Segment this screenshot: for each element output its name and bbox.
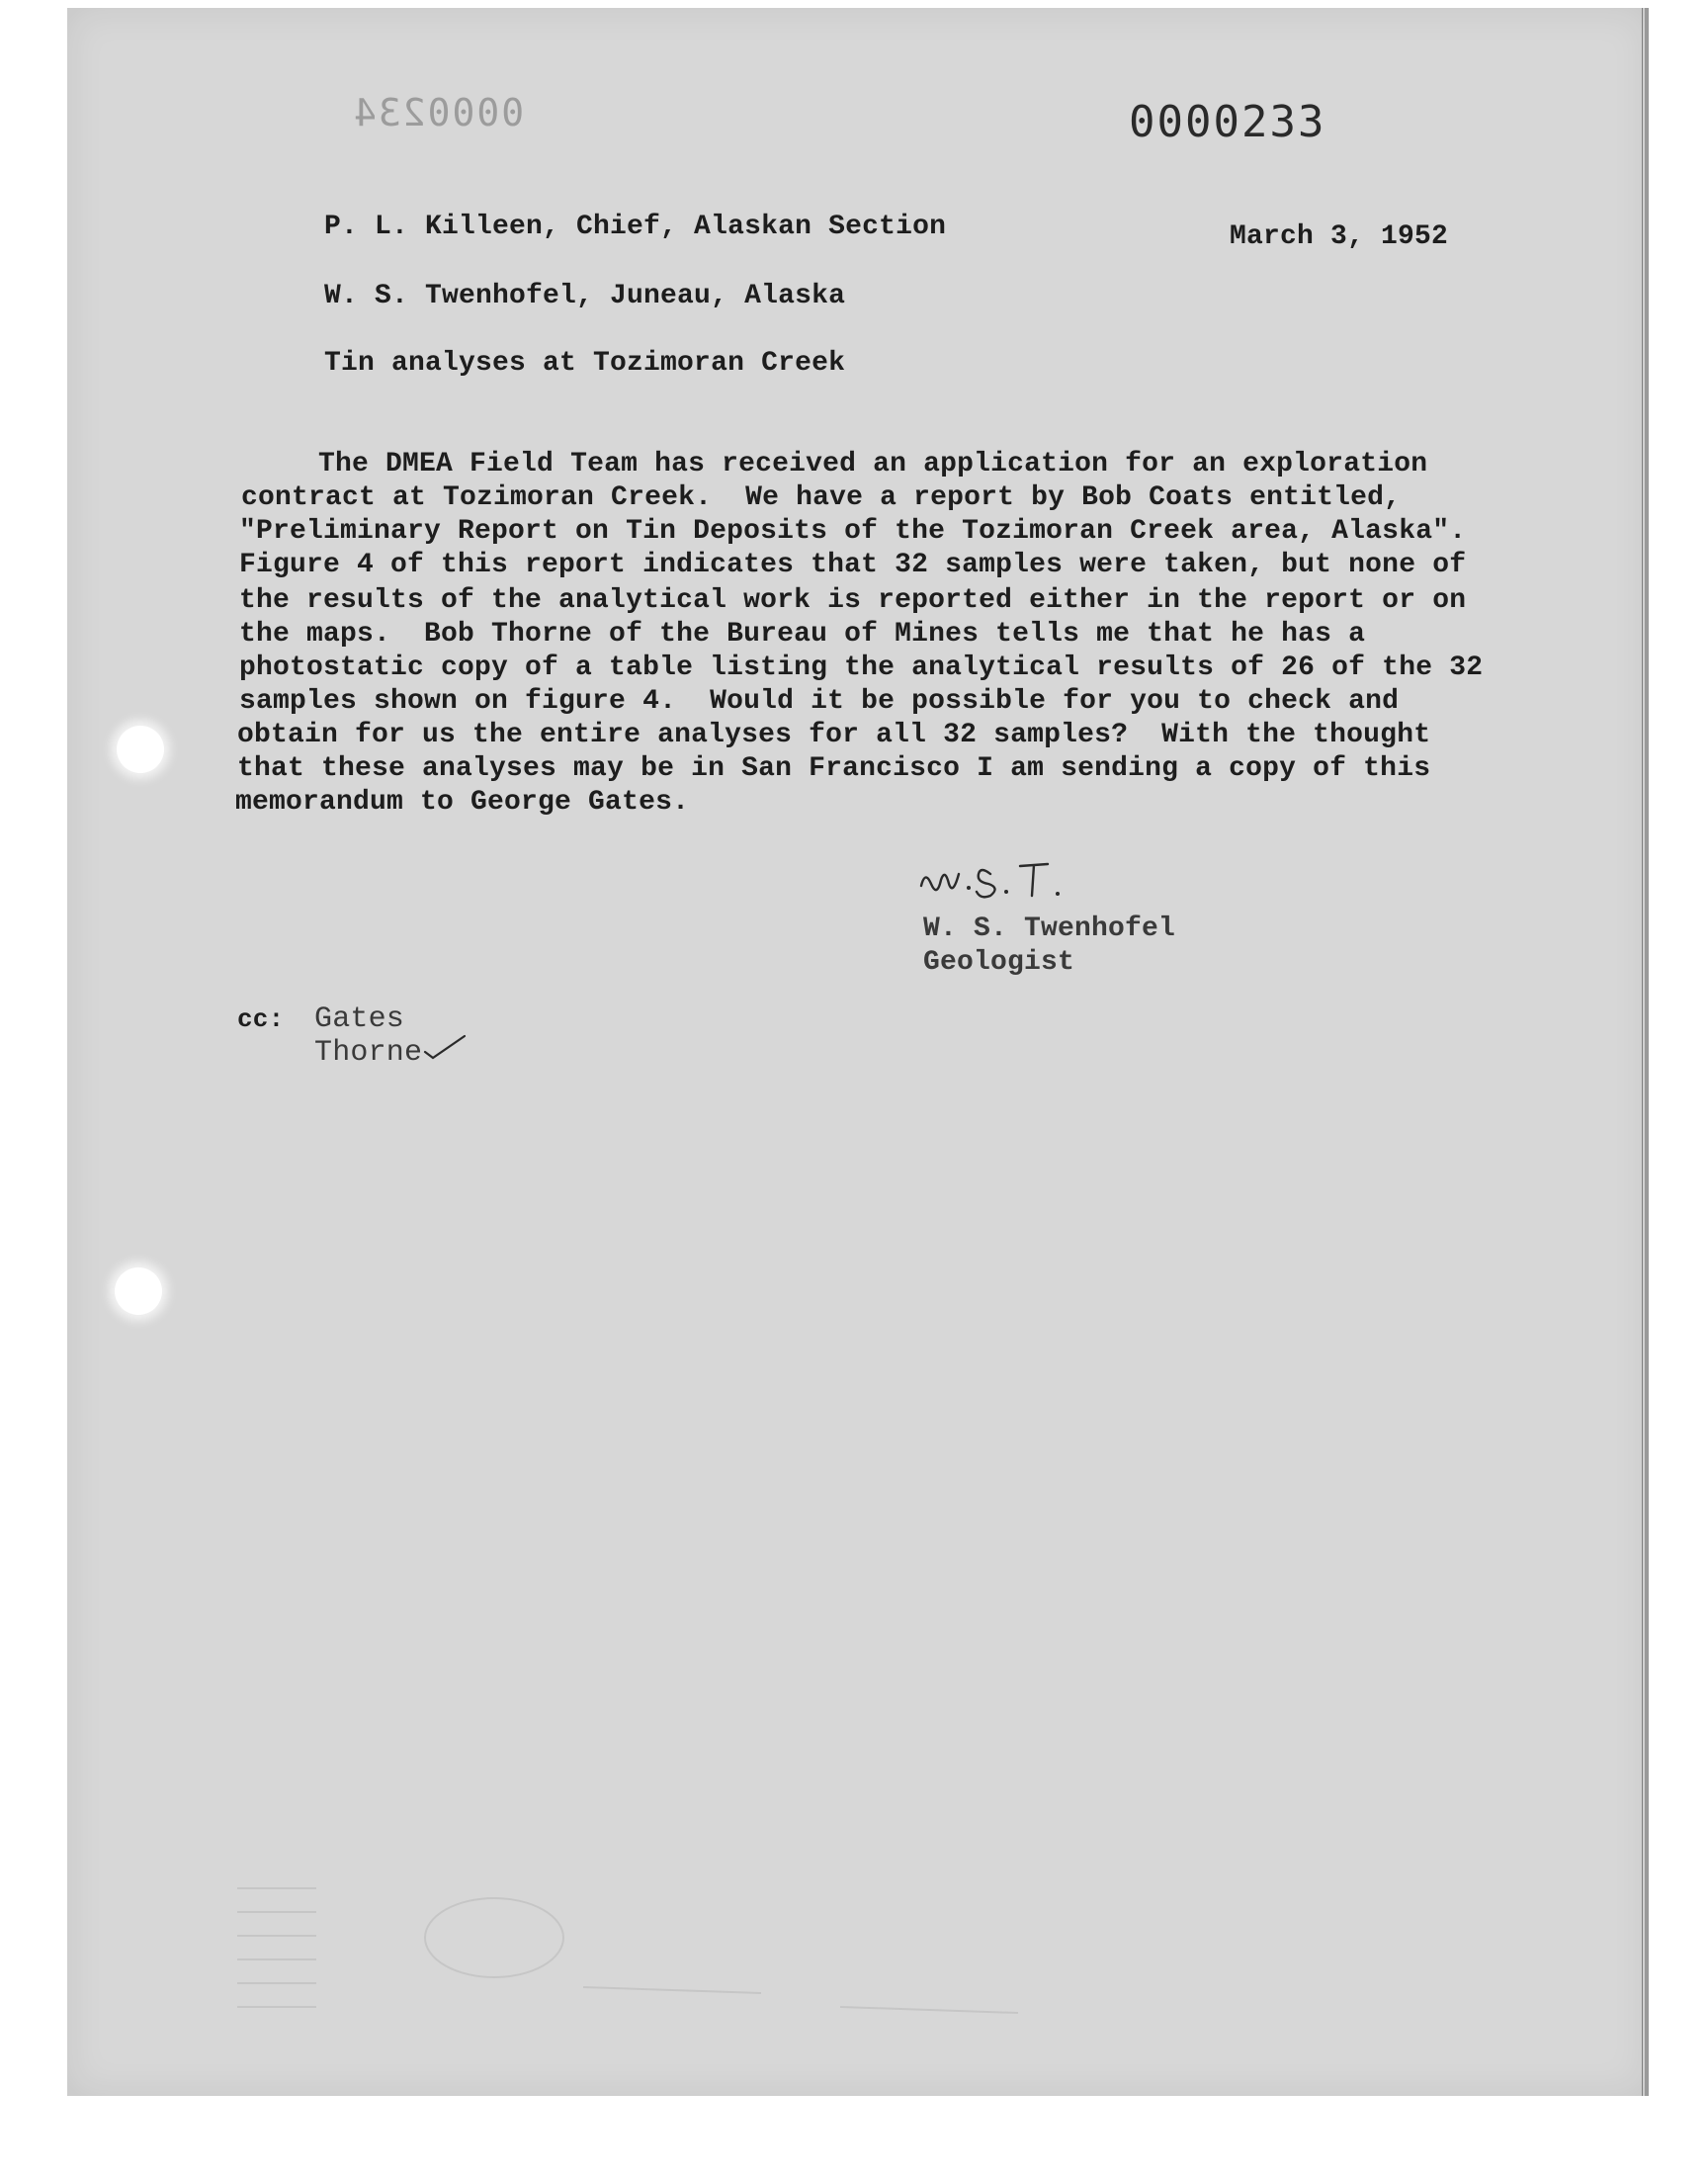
faint-stamp-number: 0000234 [352, 91, 525, 134]
cc-label: cc: [237, 1004, 285, 1034]
punch-hole-top [117, 726, 164, 773]
handwritten-initials-signature [917, 844, 1154, 904]
cc-recipient: Gates [314, 1002, 405, 1036]
punch-hole-bottom [115, 1267, 162, 1315]
cc-recipient: Thorne [314, 1036, 423, 1070]
page-edge-shadow [1645, 8, 1649, 2096]
faint-bleed-through-marks [227, 1869, 1038, 2037]
memo-from: W. S. Twenhofel, Juneau, Alaska [324, 281, 846, 311]
document-page [67, 8, 1649, 2096]
body-line: Figure 4 of this report indicates that 32 samples were taken, but none of [239, 550, 1467, 580]
body-line: the results of the analytical work is reported either in the report or on [239, 585, 1467, 616]
document-number-stamp: 0000233 [1129, 97, 1326, 147]
memo-date: March 3, 1952 [1230, 221, 1449, 252]
check-mark-icon [423, 1032, 467, 1062]
body-line: photostatic copy of a table listing the analytical results of 26 of the 32 [239, 652, 1484, 683]
memo-to: P. L. Killeen, Chief, Alaskan Section [324, 212, 947, 242]
body-line: that these analyses may be in San Francisco I am sending a copy of this [237, 753, 1431, 784]
body-line: contract at Tozimoran Creek. We have a report by Bob Coats entitled, [241, 482, 1402, 513]
memo-subject: Tin analyses at Tozimoran Creek [324, 348, 846, 379]
body-line: The DMEA Field Team has received an application for an exploration [184, 449, 1428, 479]
body-line: obtain for us the entire analyses for all 32 samples? With the thought [237, 720, 1431, 750]
body-line: memorandum to George Gates. [235, 787, 690, 818]
signer-title: Geologist [923, 947, 1075, 978]
signer-name: W. S. Twenhofel [923, 914, 1176, 944]
page-edge-line [1642, 8, 1643, 2096]
body-line: samples shown on figure 4. Would it be possible for you to check and [239, 686, 1400, 717]
body-line: "Preliminary Report on Tin Deposits of the Tozimoran Creek area, Alaska". [239, 516, 1467, 547]
body-line: the maps. Bob Thorne of the Bureau of Mines tells me that he has a [239, 619, 1366, 650]
